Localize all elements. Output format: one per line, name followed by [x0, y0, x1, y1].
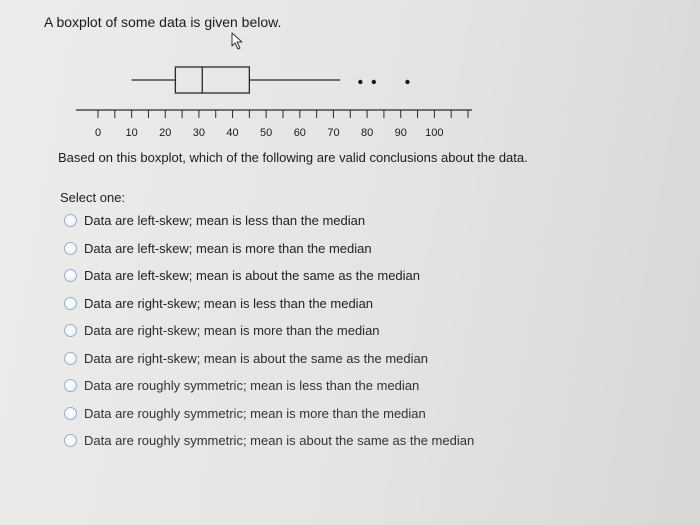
axis-tick-label: 50	[260, 127, 273, 139]
axis-tick-label: 10	[125, 127, 138, 139]
outlier-point	[405, 80, 409, 84]
answer-option[interactable]	[64, 427, 474, 455]
option-label: Data are right-skew; mean is about the same as the median	[84, 350, 428, 366]
iqr-box	[175, 67, 249, 93]
answer-options	[64, 207, 474, 455]
axis-tick-label: 90	[394, 127, 407, 139]
option-label: Data are right-skew; mean is less than the median	[84, 295, 374, 311]
radio-button[interactable]	[64, 269, 77, 282]
axis-tick-label: 40	[226, 127, 239, 139]
radio-button[interactable]	[64, 407, 77, 420]
option-label: Data are left-skew; mean is more than the median	[84, 240, 372, 256]
option-label: Data are roughly symmetric; mean is about the same as the median	[84, 433, 475, 449]
answer-option[interactable]	[64, 235, 474, 263]
axis-tick-label: 80	[360, 127, 374, 139]
axis-tick-label: 0	[94, 127, 102, 139]
mouse-pointer-icon	[229, 32, 245, 50]
question-text: Based on this boxplot, which of the following are valid conclusions about the data.	[58, 150, 528, 165]
axis-tick-label: 100	[425, 127, 444, 139]
axis-tick-label: 70	[327, 127, 340, 139]
radio-button[interactable]	[64, 379, 77, 392]
outlier-point	[372, 80, 376, 84]
answer-option[interactable]	[64, 262, 474, 290]
radio-button[interactable]	[64, 242, 77, 255]
radio-button[interactable]	[64, 214, 77, 227]
answer-option[interactable]	[64, 207, 474, 235]
axis-tick-label: 20	[159, 127, 172, 139]
option-label: Data are right-skew; mean is more than the median	[84, 323, 380, 339]
prompt-text: A boxplot of some data is given below.	[44, 14, 282, 30]
radio-button[interactable]	[64, 297, 77, 310]
answer-option[interactable]	[64, 290, 474, 318]
radio-button[interactable]	[64, 324, 77, 337]
option-label: Data are roughly symmetric; mean is less than the median	[84, 378, 420, 394]
option-label: Data are left-skew; mean is about the same as the median	[84, 268, 421, 284]
option-label: Data are left-skew; mean is less than the median	[84, 213, 366, 229]
answer-option[interactable]	[64, 345, 474, 373]
radio-button[interactable]	[64, 434, 77, 447]
answer-option[interactable]	[64, 400, 474, 428]
select-one-label: Select one:	[60, 190, 126, 205]
answer-option[interactable]	[64, 317, 474, 345]
axis-tick-label: 30	[192, 127, 206, 139]
axis-tick-label: 60	[293, 127, 306, 139]
outlier-point	[358, 80, 362, 84]
boxplot-figure	[70, 60, 490, 146]
radio-button[interactable]	[64, 352, 77, 365]
option-label: Data are roughly symmetric; mean is more than the median	[84, 405, 426, 421]
answer-option[interactable]	[64, 372, 474, 400]
